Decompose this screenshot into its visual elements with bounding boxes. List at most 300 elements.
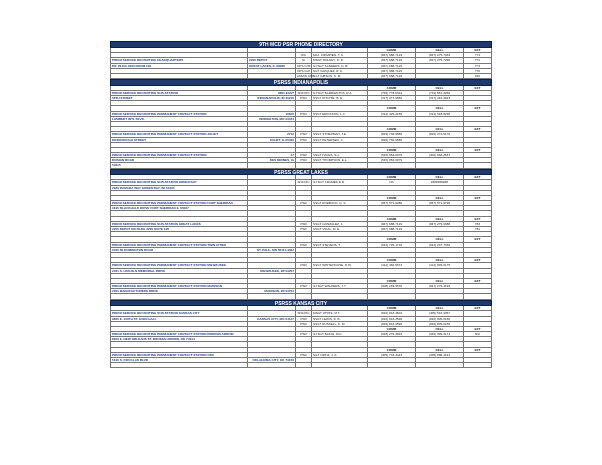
header-cell: CELL [416, 196, 464, 200]
station-address-cell: DR. BLDG 3200 ROOM 190 [110, 64, 248, 68]
header-ext: EXT [464, 279, 492, 283]
member-name: SSGT ERICKSON, L.C. [312, 112, 368, 116]
header-ext: EXT [464, 127, 492, 131]
extension [464, 91, 492, 95]
header-comm: COMM [368, 86, 416, 90]
header-ext: EXT [464, 306, 492, 310]
billet-code: SNCOIC [296, 311, 312, 315]
cell-phone: (317) 416-3943 [416, 96, 464, 100]
member-name: GYSGT WALDERS, J.T. [312, 284, 368, 288]
extension [464, 117, 492, 121]
cell-phone: (405) 543-4957 [416, 311, 464, 315]
station-address-cell-2 [248, 311, 296, 315]
header-blank [296, 258, 312, 262]
station-address-cell: PRIOR SERVICE RECRUITING PERMANENT CONTACT STATION [110, 112, 248, 116]
header-cell: CELL [416, 237, 464, 241]
header-blank [110, 348, 248, 352]
cell-phone [416, 64, 464, 68]
cell-phone [416, 227, 464, 231]
header-blank [296, 148, 312, 152]
header-blank [110, 279, 248, 283]
member-name [312, 274, 368, 278]
header-blank [248, 306, 296, 310]
comm-phone [368, 269, 416, 273]
extension [464, 186, 492, 190]
cell-phone: (847) 275-7296 [416, 58, 464, 62]
cell-phone [416, 294, 464, 298]
extension [464, 311, 492, 315]
cell-phone: (816) 805-0166 [416, 317, 464, 321]
station-address-cell [110, 294, 248, 298]
station-address-cell: 5316 S. DOUGLAS BLVD [110, 358, 248, 362]
header-cell: CELL [416, 48, 464, 52]
station-address-cell-2 [248, 337, 296, 341]
cell-phone: (940) 399-3171 [416, 332, 464, 336]
station-address-cell-2 [248, 101, 296, 105]
station-address-cell-2: 2712 [248, 132, 296, 136]
header-blank [110, 306, 248, 310]
extension [464, 289, 492, 293]
extension [464, 206, 492, 210]
station-address-cell: 2001 MANUFACTURERS DRIVE [110, 289, 248, 293]
station-address-cell: PRIOR SERVICE RECRUITING SUB-STATION [110, 91, 248, 95]
header-blank [312, 237, 368, 241]
station-address-cell-2 [248, 294, 296, 298]
station-address-cell-2: OKLAHOMA CITY, OK 73150 [248, 358, 296, 362]
header-blank [110, 127, 248, 131]
station-address-cell-2: 10810 [248, 112, 296, 116]
comm-phone: (847) 688-7129 [368, 53, 416, 57]
station-address-cell: 2200 DEPOT DR BLDG 3200 SUITE 190 [110, 227, 248, 231]
billet-code [296, 191, 312, 195]
station-address-cell-2 [248, 186, 296, 190]
header-blank [312, 306, 368, 310]
extension [464, 274, 492, 278]
station-address-cell: PRIOR SERVICE RECRUITING PERMANENT CONTACT STATION FORT SHERIDAN [110, 201, 248, 205]
header-cell: CELL [416, 175, 464, 179]
cell-phone [416, 122, 464, 126]
cell-phone [416, 206, 464, 210]
comm-phone [368, 101, 416, 105]
cell-phone: (847) 571-9790 [416, 201, 464, 205]
cell-phone [416, 253, 464, 257]
member-name: MAJ. CRIMPIEN, T. A. [312, 53, 368, 57]
station-address-cell [110, 74, 248, 78]
header-blank [296, 327, 312, 331]
header-blank [312, 127, 368, 131]
comm-phone [368, 274, 416, 278]
station-address-cell-2: 47 [248, 153, 296, 157]
header-cell: CELL [416, 279, 464, 283]
extension [464, 143, 492, 147]
cell-phone [416, 138, 464, 142]
member-name: GYSGT KRAMER,D.R. [312, 180, 368, 184]
comm-phone: (816) 843-3598 [368, 317, 416, 321]
header-blank [312, 148, 368, 152]
header-ext: EXT [464, 86, 492, 90]
header-blank [110, 86, 248, 90]
station-address-cell-2: JOLIET, IL 60436 [248, 138, 296, 142]
member-name [312, 186, 368, 190]
member-name [312, 248, 368, 252]
header-comm: COMM [368, 127, 416, 131]
billet-code [296, 358, 312, 362]
billet-code: PSR [296, 322, 312, 326]
header-ext: EXT [464, 175, 492, 179]
billet-code: PSR [296, 243, 312, 247]
station-address-cell: MCDONOUGH STREET [110, 138, 248, 142]
header-ext: EXT [464, 258, 492, 262]
station-address-cell [110, 122, 248, 126]
station-address-cell-2: MILWAUKEE, WI 53207 [248, 269, 296, 273]
station-address-cell-2 [248, 263, 296, 267]
billet-code: PSR [296, 158, 312, 162]
cell-phone [416, 191, 464, 195]
station-address-cell: PRIOR SERVICE RECRUITING PERMANENT CONTACT STATION JOLIET [110, 132, 248, 136]
billet-code: PSR [296, 227, 312, 231]
cell-phone [416, 342, 464, 346]
member-name [312, 122, 368, 126]
header-blank [296, 237, 312, 241]
header-blank [312, 86, 368, 90]
comm-phone: NA [368, 180, 416, 184]
extension: 772 [464, 58, 492, 62]
station-address-cell [110, 69, 248, 73]
header-blank [296, 196, 312, 200]
comm-phone [368, 294, 416, 298]
extension [464, 253, 492, 257]
member-name: SSGT WHITEHOUSE, D.W. [312, 263, 368, 267]
header-cell: CELL [416, 258, 464, 262]
extension [464, 294, 492, 298]
billet-code: ADMIN CHF [297, 73, 315, 78]
billet-code: PSR [296, 138, 312, 142]
header-blank [296, 306, 312, 310]
header-blank [312, 327, 368, 331]
header-ext: EXT [464, 217, 492, 221]
extension [464, 232, 492, 236]
header-blank [312, 217, 368, 221]
cell-phone: (402) 660-2557 [416, 153, 464, 157]
station-address-cell-2 [248, 143, 296, 147]
header-blank [110, 48, 248, 52]
station-address-cell-2 [248, 53, 296, 57]
comm-phone: (314) 429-2155 [368, 112, 416, 116]
station-address-cell: PRIOR SERVICE RECRUITING SUB-STATION KANSAS CITY [110, 311, 248, 315]
member-name: MSGT HOLDEY, D. D. [312, 58, 368, 62]
comm-phone [368, 211, 416, 215]
header-blank [248, 348, 296, 352]
station-address-cell-2: BRIDGETON, MO 63044 [248, 117, 296, 121]
header-blank [296, 86, 312, 90]
billet-code [296, 253, 312, 257]
header-blank [110, 175, 248, 179]
extension [464, 201, 492, 205]
header-comm: COMM [368, 48, 416, 52]
comm-phone [368, 232, 416, 236]
billet-code [296, 232, 312, 236]
extension [464, 363, 492, 367]
header-blank [110, 106, 248, 110]
station-address-cell: 58TH STREET [110, 96, 248, 100]
billet-code: OIC [296, 53, 312, 57]
cell-phone [416, 186, 464, 190]
comm-phone [368, 289, 416, 293]
comm-phone [368, 337, 416, 341]
billet-code: PSR [296, 112, 312, 116]
station-address-cell: PRIOR SERVICE RECRUITING PERMANENT CONTACT STATION OKC [110, 353, 248, 357]
member-name: MSGT WHITE, M.T. [312, 311, 368, 315]
billet-code: PSR [296, 317, 312, 321]
header-blank [248, 148, 296, 152]
station-address-cell-2 [248, 253, 296, 257]
cell-phone: ########## [416, 180, 464, 184]
station-address-cell-2 [248, 163, 296, 167]
billet-code: SNCOIC [296, 91, 312, 95]
station-address-cell: 2940 RAMADA WAY GREEN BAY, WI 54304 [110, 186, 248, 190]
table-row [110, 363, 492, 368]
header-blank [296, 127, 312, 131]
station-address-cell-2 [248, 227, 296, 231]
billet-code: PSR [296, 153, 312, 157]
extension [464, 263, 492, 267]
extension [464, 101, 492, 105]
member-name [312, 363, 368, 367]
extension [464, 342, 492, 346]
comm-phone: (405) 733-3443 [368, 353, 416, 357]
comm-phone: (815) 730-9585 [368, 138, 416, 142]
comm-phone [368, 253, 416, 257]
header-comm: COMM [368, 348, 416, 352]
member-name: SGT VAZQUEZ, R. A. [312, 69, 368, 73]
header-blank [296, 217, 312, 221]
extension [464, 112, 492, 116]
comm-phone: (317) 377-9582 [368, 96, 416, 100]
billet-code [296, 337, 312, 341]
billet-code [296, 274, 312, 278]
header-cell: CELL [416, 327, 464, 331]
station-address-cell-2 [248, 363, 296, 367]
comm-phone: (847) 688-7129 [368, 222, 416, 226]
station-address-cell [110, 191, 248, 195]
member-name [312, 232, 368, 236]
extension: N/A [464, 332, 492, 336]
header-ext: EXT [464, 237, 492, 241]
cell-phone [416, 337, 464, 341]
member-name: GYSGT SANDERS, D. B. [312, 64, 368, 68]
cell-phone [416, 289, 464, 293]
page-title: 9TH MCD PSR PHONE DIRECTORY [110, 41, 492, 48]
station-address-cell-2 [248, 69, 296, 73]
header-blank [312, 196, 368, 200]
billet-code: PSR [296, 353, 312, 357]
header-blank [296, 175, 312, 179]
extension [464, 317, 492, 321]
header-blank [248, 237, 296, 241]
header-comm: COMM [368, 148, 416, 152]
member-name [312, 163, 368, 167]
station-address-cell-2 [248, 243, 296, 247]
billet-code: OPS CHF [297, 63, 311, 68]
cell-phone: (847) 275-7463 [416, 53, 464, 57]
member-name: SSGT PETERSEN, C. [312, 138, 368, 142]
comm-phone [368, 163, 416, 167]
member-name [312, 358, 368, 362]
cell-phone: (612) 237-7360 [416, 243, 464, 247]
cell-phone [416, 143, 464, 147]
header-blank [312, 106, 368, 110]
station-address-cell-2 [248, 201, 296, 205]
member-name [312, 117, 368, 121]
comm-phone [368, 122, 416, 126]
cell-phone [416, 274, 464, 278]
station-address-cell-2 [248, 122, 296, 126]
station-address-cell-2 [248, 284, 296, 288]
station-address-cell: PRIOR SERVICE RECRUITING HEADQUARTERS [110, 58, 248, 62]
cell-phone [416, 117, 464, 121]
extension: 770 [464, 69, 492, 73]
station-address-cell-2: INDIANAPOLIS, IN 46216 [248, 96, 296, 100]
cell-phone [416, 363, 464, 367]
billet-code: PSR [296, 222, 312, 226]
member-name: GYSGT BAILIE, M.C. [312, 332, 368, 336]
header-blank [296, 106, 312, 110]
comm-phone: (918) 279-3822 [368, 332, 416, 336]
billet-code: OPS CLK [297, 68, 311, 73]
billet-code [296, 294, 312, 298]
header-cell: CELL [416, 306, 464, 310]
station-address-cell: PRIOR SERVICE RECRUITING PERMANENT CONTACT STATION MILWAUKEE [110, 263, 248, 267]
header-comm: COMM [368, 258, 416, 262]
cell-phone: (719) 651-3266 [416, 91, 464, 95]
header-blank [296, 48, 312, 52]
comm-phone [368, 143, 416, 147]
comm-phone: (847) 571-9280 [368, 201, 416, 205]
billet-code [296, 269, 312, 273]
member-name: SSGT RUSSELL, K. M. [312, 322, 368, 326]
extension [464, 358, 492, 362]
station-address-cell [110, 253, 248, 257]
extension [464, 132, 492, 136]
billet-code [296, 342, 312, 346]
member-name [312, 269, 368, 273]
header-blank [248, 258, 296, 262]
directory-sheet [110, 41, 492, 368]
header-blank [248, 279, 296, 283]
cell-phone [416, 211, 464, 215]
billet-code: PSR [296, 263, 312, 267]
header-blank [312, 348, 368, 352]
cell-phone: (816) 805-0159 [416, 322, 464, 326]
billet-code [296, 122, 312, 126]
billet-code [296, 248, 312, 252]
station-address-cell [110, 363, 248, 367]
header-blank [248, 175, 296, 179]
header-blank [110, 258, 248, 262]
station-address-cell: 8000 E. NEW ORLEANS ST. BROKEN ARROW, OK 74014 [110, 337, 248, 341]
extension: 783 [464, 222, 492, 226]
billet-code: PSR [296, 132, 312, 136]
station-address-cell-2: ST. PAUL, MN 55111-4022 [248, 248, 296, 252]
header-ext: EXT [464, 106, 492, 110]
station-address-cell: PRIOR SERVICE RECRUITING PERMANENT CONTACT STATION MADISON [110, 284, 248, 288]
cell-phone: (314) 518-8238 [416, 112, 464, 116]
member-name: SSGT RITCHIE, B. E. [312, 96, 368, 100]
member-name [312, 289, 368, 293]
station-address-cell-2 [248, 322, 296, 326]
comm-phone: (765) 778-6312 [368, 91, 416, 95]
extension [464, 138, 492, 142]
station-address-cell-2 [248, 274, 296, 278]
billet-code: PSR [296, 201, 312, 205]
header-ext: EXT [464, 348, 492, 352]
header-blank [296, 348, 312, 352]
station-address-cell-2: DES MOINES, IA [248, 158, 296, 162]
billet-code: PSR [296, 96, 312, 100]
extension [464, 243, 492, 247]
member-name: GYSGT BARRIENTOS, R.A. [312, 91, 368, 95]
cell-phone [416, 358, 464, 362]
header-cell: CELL [416, 348, 464, 352]
extension [464, 353, 492, 357]
member-name [312, 294, 368, 298]
extension [464, 191, 492, 195]
station-address-cell-2: 2200 DEPOT [248, 58, 296, 62]
header-ext: EXT [464, 48, 492, 52]
station-address-cell-2: GREAT LAKES, IL 60088 [248, 64, 296, 68]
station-address-cell [110, 101, 248, 105]
billet-code: SI [296, 58, 312, 62]
comm-phone [368, 342, 416, 346]
station-address-cell [110, 211, 248, 215]
cell-phone [416, 163, 464, 167]
billet-code [296, 163, 312, 167]
comm-phone [368, 248, 416, 252]
comm-phone [368, 358, 416, 362]
header-blank [110, 196, 248, 200]
cell-phone [416, 232, 464, 236]
comm-phone [368, 117, 416, 121]
comm-phone: (847) 688-7129 [368, 74, 416, 78]
billet-code: SNCOIC [296, 180, 312, 184]
billet-code: PSR [296, 284, 312, 288]
station-address-cell-2 [248, 74, 296, 78]
section-header: PSRSS KANSAS CITY [110, 300, 492, 307]
station-address-cell [110, 322, 248, 326]
extension [464, 163, 492, 167]
station-address-cell-2: MADISON, WI 53704 [248, 289, 296, 293]
station-address-cell-2 [248, 353, 296, 357]
station-address-cell-2 [248, 222, 296, 226]
comm-phone: (816) 843-3604 [368, 311, 416, 315]
station-address-cell: PRIOR SERVICE RECRUITING PERMANENT CONTACT STATION BROKEN ARROW [110, 332, 248, 336]
comm-phone: (847) 688-7129 [368, 227, 416, 231]
cell-phone: (847) 275-0988 [416, 222, 464, 226]
header-blank [248, 86, 296, 90]
header-blank [248, 127, 296, 131]
station-address-cell [110, 143, 248, 147]
billet-code [296, 206, 312, 210]
header-comm: COMM [368, 175, 416, 179]
comm-phone [368, 363, 416, 367]
extension [464, 337, 492, 341]
extension [464, 322, 492, 326]
billet-code [296, 143, 312, 147]
header-blank [110, 148, 248, 152]
cell-phone [416, 269, 464, 273]
comm-phone: (515) 953-0979 [368, 158, 416, 162]
cell-phone [416, 69, 464, 73]
